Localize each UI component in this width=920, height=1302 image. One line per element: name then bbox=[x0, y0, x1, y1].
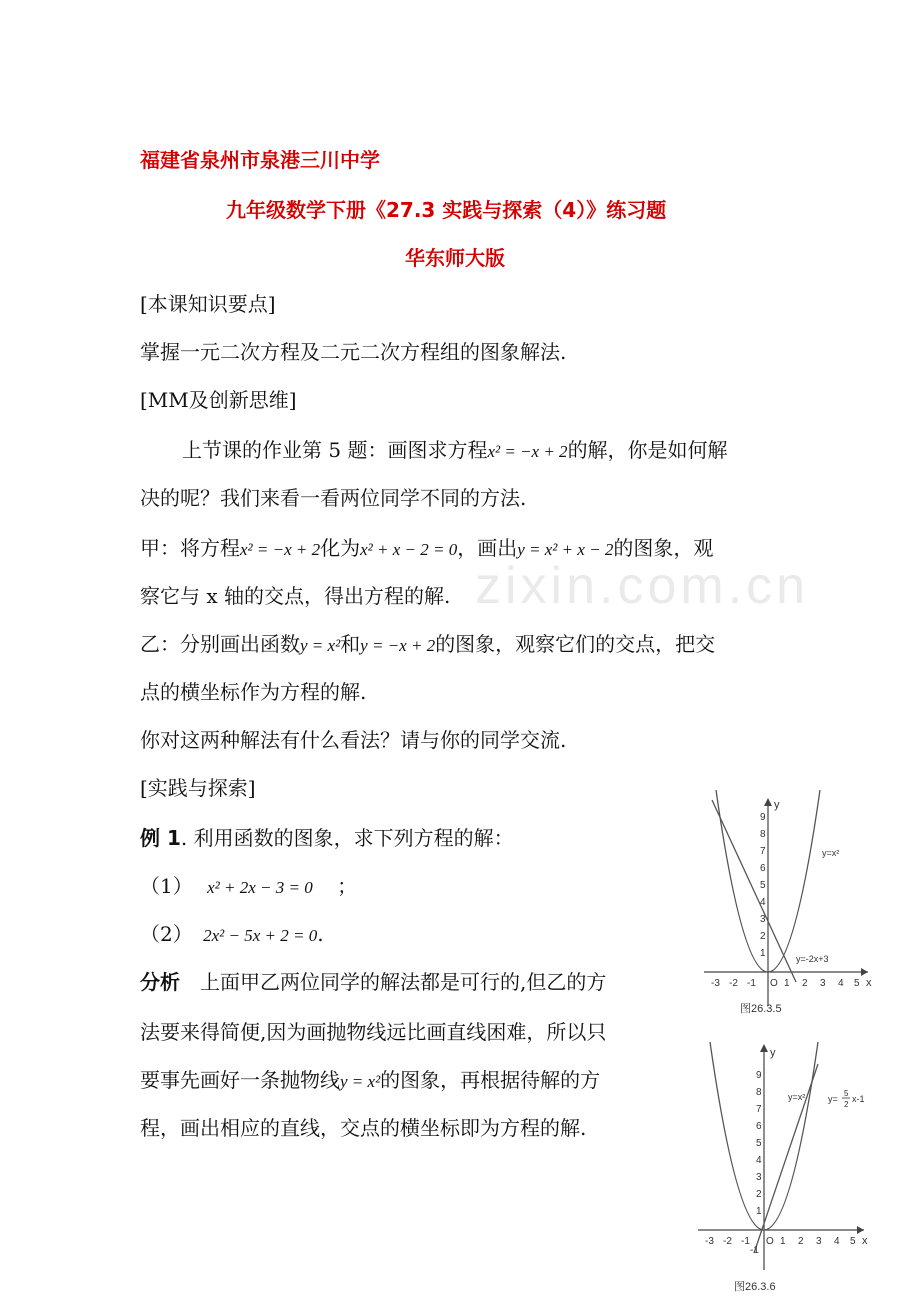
figure-26-3-5 bbox=[668, 790, 873, 1020]
x-axis-arrow bbox=[857, 1226, 864, 1234]
mm-heading: [MM及创新思维] bbox=[140, 388, 297, 412]
line-label: y=-2x+3 bbox=[796, 954, 829, 964]
analysis-line2: 法要来得简便,因为画抛物线远比画直线困难，所以只 bbox=[140, 1020, 607, 1044]
x-tick: -2 bbox=[723, 1236, 732, 1247]
equation: x² + 2x − 3 = 0 bbox=[207, 878, 313, 897]
y-axis-label: y bbox=[770, 1047, 776, 1059]
practice-heading: [实践与探索] bbox=[140, 776, 256, 800]
equation: x² = −x + 2 bbox=[487, 442, 568, 461]
discussion-text: 你对这两种解法有什么看法？请与你的同学交流. bbox=[140, 728, 567, 752]
yi-text-b: 和 bbox=[340, 632, 361, 656]
parabola-label: y=x² bbox=[822, 848, 840, 858]
y-tick: 1 bbox=[760, 948, 766, 959]
y-tick: 6 bbox=[756, 1121, 762, 1132]
y-tick-labels bbox=[750, 1070, 762, 1256]
origin-label: O bbox=[766, 1236, 774, 1247]
example1-q2 bbox=[140, 920, 324, 950]
example1-text: . 利用函数的图象，求下列方程的解： bbox=[180, 826, 514, 850]
x-tick: 5 bbox=[850, 1236, 856, 1247]
x-tick: 2 bbox=[802, 978, 808, 989]
x-tick: 3 bbox=[816, 1236, 822, 1247]
y-axis-label: y bbox=[774, 799, 780, 811]
x-tick: 3 bbox=[820, 978, 826, 989]
y-tick: 5 bbox=[760, 880, 766, 891]
y-tick: 4 bbox=[760, 897, 766, 908]
yi-text-c: 的图象，观察它们的交点，把交 bbox=[435, 632, 716, 656]
y-tick: 3 bbox=[760, 914, 766, 925]
x-tick: 2 bbox=[798, 1236, 804, 1247]
x-tick: -1 bbox=[747, 978, 756, 989]
y-tick: 3 bbox=[756, 1172, 762, 1183]
x-tick: 4 bbox=[838, 978, 844, 989]
yi-text-a: 乙：分别画出函数 bbox=[140, 632, 300, 656]
example1 bbox=[140, 824, 514, 852]
line-label bbox=[828, 1089, 865, 1109]
figure-caption: 图26.3.5 bbox=[740, 1003, 782, 1015]
analysis-label: 分析 bbox=[140, 970, 180, 994]
x-tick: -3 bbox=[705, 1236, 714, 1247]
parabola-label: y=x² bbox=[788, 1092, 806, 1102]
question-number: （1） bbox=[140, 874, 193, 898]
analysis-text: 要事先画好一条抛物线 bbox=[140, 1068, 340, 1092]
x-tick: -1 bbox=[741, 1236, 750, 1247]
equation: x² + x − 2 = 0 bbox=[360, 540, 458, 559]
analysis-line4: 程，画出相应的直线，交点的横坐标即为方程的解. bbox=[140, 1116, 587, 1140]
x-axis-label: x bbox=[866, 977, 872, 989]
x-tick-labels bbox=[705, 1236, 856, 1247]
y-tick: 5 bbox=[756, 1138, 762, 1149]
key-points-text: 掌握一元二次方程及二元二次方程组的图象解法. bbox=[140, 340, 567, 364]
line-label-prefix: y= bbox=[828, 1094, 838, 1104]
y-tick: 6 bbox=[760, 863, 766, 874]
line-label-suffix: x-1 bbox=[852, 1094, 865, 1104]
analysis-line1 bbox=[140, 968, 606, 996]
x-axis-label: x bbox=[862, 1235, 868, 1247]
y-tick: -1 bbox=[750, 1245, 759, 1256]
question-end: . bbox=[317, 922, 324, 946]
x-tick: 1 bbox=[784, 978, 790, 989]
jia-text-d: 的图象，观 bbox=[613, 536, 714, 560]
y-tick: 1 bbox=[756, 1206, 762, 1217]
origin-label: O bbox=[770, 978, 778, 989]
analysis-text: 的图象，再根据待解的方 bbox=[380, 1068, 601, 1092]
example1-q1 bbox=[140, 872, 357, 902]
equation: y = x² + x − 2 bbox=[517, 540, 614, 559]
x-tick: -2 bbox=[729, 978, 738, 989]
figure-26-3-6 bbox=[668, 1034, 873, 1300]
y-tick: 8 bbox=[760, 829, 766, 840]
analysis-line3 bbox=[140, 1066, 600, 1096]
example1-label: 例 1 bbox=[140, 826, 181, 850]
y-tick: 8 bbox=[756, 1087, 762, 1098]
y-tick: 2 bbox=[756, 1189, 762, 1200]
x-tick: 1 bbox=[780, 1236, 786, 1247]
y-tick: 4 bbox=[756, 1155, 762, 1166]
yi-line1 bbox=[140, 630, 715, 660]
jia-line1 bbox=[140, 534, 713, 564]
page-title: 九年级数学下册《27.3 实践与探索（4）》练习题 bbox=[226, 198, 667, 222]
equation: x² = −x + 2 bbox=[240, 540, 321, 559]
fraction-numerator: 5 bbox=[844, 1089, 849, 1098]
x-axis-arrow bbox=[861, 968, 868, 976]
equation: 2x² − 5x + 2 = 0 bbox=[203, 926, 318, 945]
x-tick: -3 bbox=[711, 978, 720, 989]
question-end: ； bbox=[337, 874, 358, 898]
mm-text-a: 上节课的作业第 5 题：画图求方程 bbox=[182, 438, 488, 462]
fraction-denominator: 2 bbox=[844, 1100, 849, 1109]
mm-paragraph-line1 bbox=[182, 436, 728, 466]
figure-caption: 图26.3.6 bbox=[734, 1281, 776, 1293]
mm-text-b: 的解，你是如何解 bbox=[567, 438, 728, 462]
school-name: 福建省泉州市泉港三川中学 bbox=[140, 148, 380, 172]
x-tick-labels bbox=[711, 978, 860, 989]
watermark: zixin.com.cn bbox=[475, 557, 810, 615]
y-tick-labels bbox=[760, 812, 766, 959]
y-tick: 9 bbox=[760, 812, 766, 823]
y-tick: 2 bbox=[760, 931, 766, 942]
yi-line2: 点的横坐标作为方程的解. bbox=[140, 680, 367, 704]
y-tick: 9 bbox=[756, 1070, 762, 1081]
question-number: （2） bbox=[140, 922, 193, 946]
line-curve bbox=[712, 800, 796, 982]
jia-text-c: ，画出 bbox=[457, 536, 518, 560]
equation: y = x² bbox=[340, 1072, 381, 1091]
mm-paragraph-line2: 决的呢？我们来看一看两位同学不同的方法. bbox=[140, 486, 527, 510]
equation: y = x² bbox=[300, 636, 341, 655]
x-tick: 5 bbox=[854, 978, 860, 989]
y-axis-arrow bbox=[760, 1044, 768, 1052]
equation: y = −x + 2 bbox=[360, 636, 436, 655]
key-points-heading: [本课知识要点] bbox=[140, 292, 276, 316]
analysis-text: 上面甲乙两位同学的解法都是可行的,但乙的方 bbox=[200, 970, 607, 994]
jia-line2: 察它与 x 轴的交点，得出方程的解. bbox=[140, 584, 451, 608]
jia-text-b: 化为 bbox=[320, 536, 361, 560]
x-tick: 4 bbox=[834, 1236, 840, 1247]
y-tick: 7 bbox=[760, 846, 766, 857]
y-tick: 7 bbox=[756, 1104, 762, 1115]
jia-text-a: 甲：将方程 bbox=[140, 536, 240, 560]
y-axis-arrow bbox=[764, 798, 772, 806]
edition: 华东师大版 bbox=[405, 246, 505, 270]
